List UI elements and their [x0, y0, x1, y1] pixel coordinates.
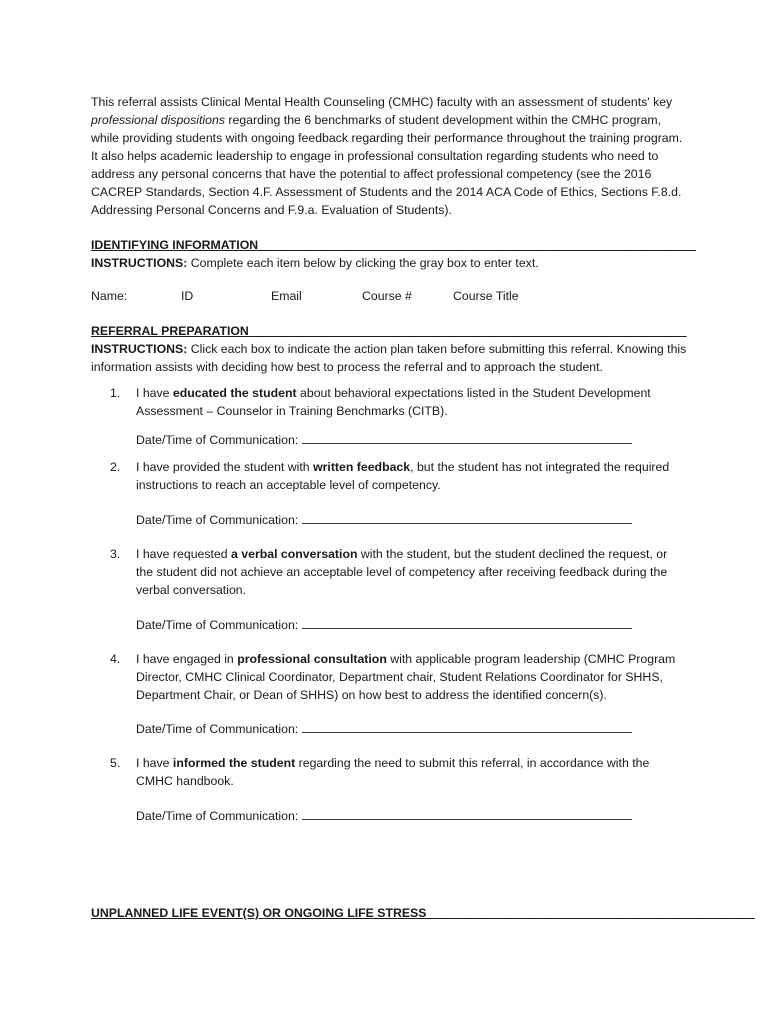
- item-number: 4.: [110, 652, 121, 666]
- list-item[interactable]: [110, 545, 685, 599]
- intro-text: This referral assists Clinical Mental Health Counseling (CMHC) faculty with an assessment of students' key: [91, 95, 673, 109]
- date-time-label: Date/Time of Communication:: [136, 809, 302, 823]
- item-text-post: about behavioral expectations listed in the Student Development Assessment – Counselor in Training Benchmarks (CITB).: [136, 386, 651, 418]
- heading-rule: ________________________________________________________________: [258, 238, 696, 252]
- date-time-line[interactable]: [302, 615, 632, 629]
- date-time-field[interactable]: [136, 510, 632, 529]
- date-time-line[interactable]: [302, 719, 632, 733]
- item-text: [136, 384, 685, 420]
- identifying-heading-label: IDENTIFYING INFORMATION: [91, 238, 259, 252]
- referral-instructions: [91, 340, 691, 376]
- item-text-pre: I have: [136, 756, 173, 770]
- date-time-field[interactable]: [136, 719, 632, 738]
- date-time-field[interactable]: [136, 806, 632, 825]
- identifying-fields: [91, 287, 611, 305]
- date-time-field[interactable]: [136, 430, 632, 449]
- identifying-instructions: [91, 254, 691, 272]
- course-number-field[interactable]: Course #: [362, 289, 412, 303]
- id-field[interactable]: ID: [181, 289, 194, 303]
- instructions-label: INSTRUCTIONS:: [91, 342, 188, 356]
- date-time-label: Date/Time of Communication:: [136, 513, 302, 527]
- item-text-bold: educated the student: [172, 386, 297, 400]
- item-text: [136, 650, 685, 704]
- list-item[interactable]: [110, 458, 685, 494]
- item-text-bold: informed the student: [172, 756, 296, 770]
- unplanned-heading-label: UNPLANNED LIFE EVENT(S) OR ONGOING LIFE STRESS: [91, 906, 427, 920]
- intro-paragraph: [91, 93, 691, 219]
- item-text-bold: professional consultation: [237, 652, 387, 666]
- item-text-post: regarding the need to submit this referral, in accordance with the CMHC handbook.: [136, 756, 650, 788]
- item-text-bold: a verbal conversation: [231, 547, 358, 561]
- list-item[interactable]: [110, 650, 685, 704]
- item-text-pre: I have: [136, 386, 173, 400]
- date-time-label: Date/Time of Communication:: [136, 618, 302, 632]
- item-text: [136, 458, 685, 494]
- course-title-field[interactable]: Course Title: [453, 289, 519, 303]
- referral-heading-label: REFERRAL PREPARATION: [91, 324, 249, 338]
- date-time-label: Date/Time of Communication:: [136, 722, 302, 736]
- referral-heading: [91, 322, 687, 340]
- item-text-post: , but the student has not integrated the required instructions to reach an acceptable level of competency.: [136, 460, 670, 492]
- item-number: 2.: [110, 460, 121, 474]
- item-number: 5.: [110, 756, 121, 770]
- item-text-pre: I have requested: [136, 547, 232, 561]
- item-text: [136, 754, 685, 790]
- heading-rule: ________________________________________________________________: [248, 324, 687, 338]
- name-field[interactable]: Name:: [91, 289, 128, 303]
- item-text-post: with applicable program leadership (CMHC Program Director, CMHC Clinical Coordinator, Department chair, Student Relations Coordinator for SHHS, Department Chair, or Dean of SHHS) on how best to address the identified concern(s).: [136, 652, 676, 702]
- instructions-text: Click each box to indicate the action plan taken before submitting this referral. Knowing this information assists with deciding how best to process the referral and to approach the student.: [91, 342, 687, 374]
- date-time-line[interactable]: [302, 806, 632, 820]
- item-text: [136, 545, 685, 599]
- item-text-bold: written feedback: [313, 460, 411, 474]
- item-text-pre: I have provided the student with: [136, 460, 314, 474]
- unplanned-heading: [91, 904, 755, 922]
- item-number: 3.: [110, 547, 121, 561]
- date-time-line[interactable]: [302, 510, 632, 524]
- date-time-line[interactable]: [302, 430, 632, 444]
- item-text-pre: I have engaged in: [136, 652, 238, 666]
- intro-text-rest: regarding the 6 benchmarks of student development within the CMHC program, while providing students with ongoing feedback regarding their performance throughout the training program. It also helps academic leadership to engage in professional consultation regarding students who need to address any personal concerns that have the potential to affect professional competency (see the 2016 CACREP Standards, Section 4.F. Assessment of Students and the 2014 ACA Code of Ethics, Sections F.8.d. Addressing Personal Concerns and F.9.a. Evaluation of Students).: [91, 113, 683, 217]
- intro-emphasis: professional dispositions: [91, 113, 225, 127]
- email-field[interactable]: Email: [271, 289, 302, 303]
- date-time-label: Date/Time of Communication:: [136, 433, 302, 447]
- date-time-field[interactable]: [136, 615, 632, 634]
- item-text-post: with the student, but the student declined the request, or the student did not achieve an acceptable level of competency after receiving feedback during the verbal conversation.: [136, 547, 668, 597]
- list-item[interactable]: [110, 384, 685, 420]
- item-number: 1.: [110, 386, 121, 400]
- instructions-text: Complete each item below by clicking the gray box to enter text.: [187, 256, 539, 270]
- instructions-label: INSTRUCTIONS:: [91, 256, 188, 270]
- list-item[interactable]: [110, 754, 685, 790]
- heading-rule: ________________________________________________: [426, 906, 755, 920]
- identifying-heading: [91, 236, 696, 254]
